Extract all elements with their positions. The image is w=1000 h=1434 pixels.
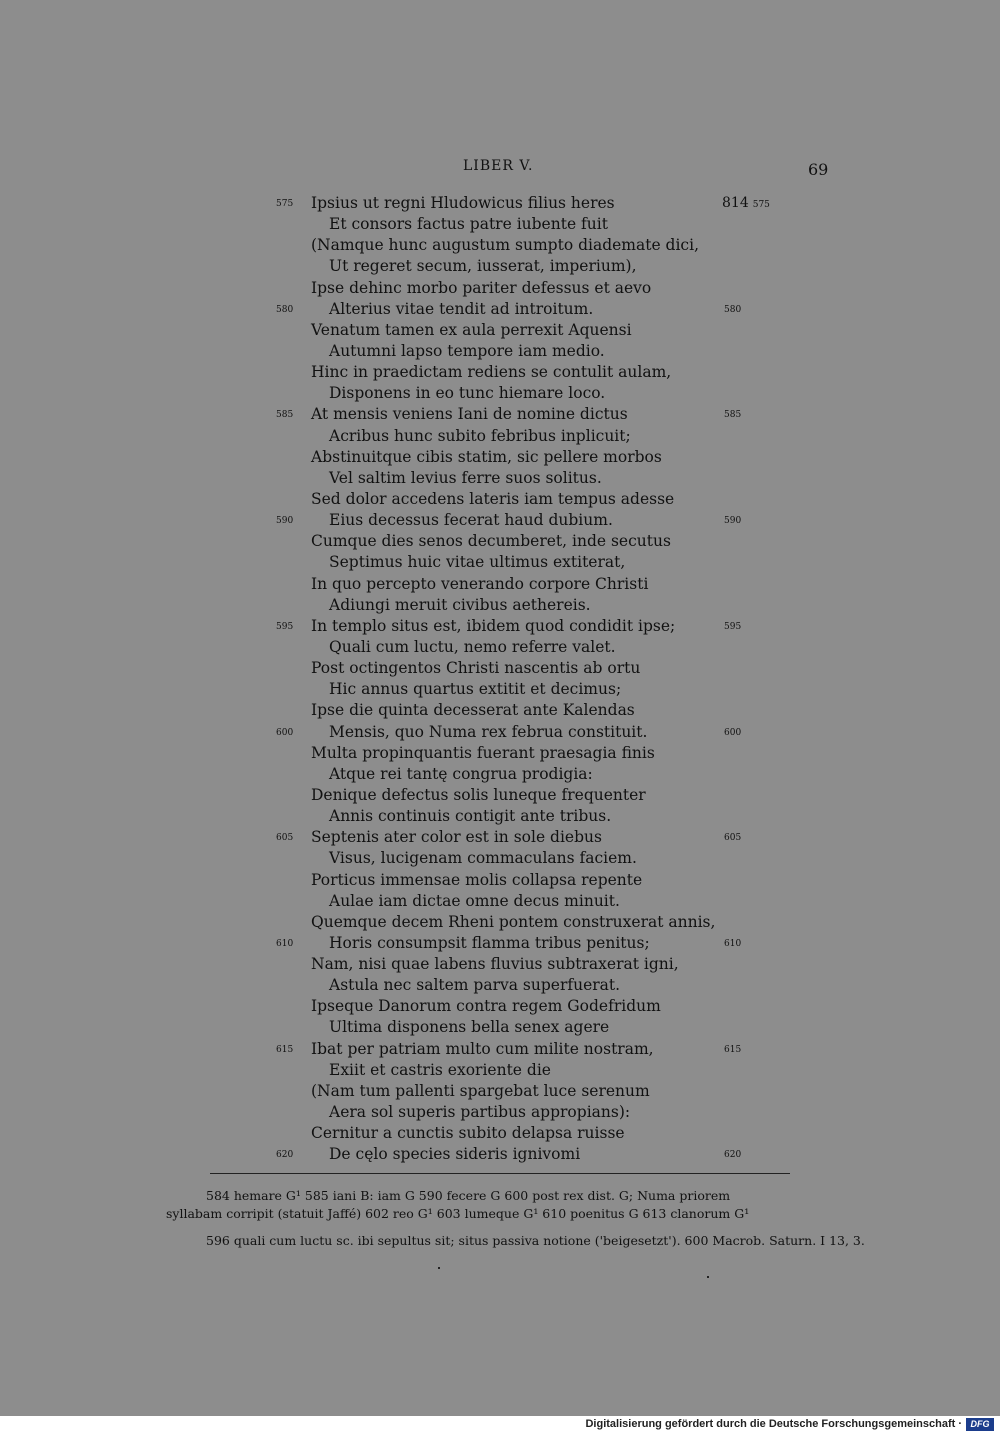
verse-line — [0, 468, 1000, 489]
verse-line — [0, 827, 1000, 848]
line-number-left: 580 — [276, 304, 294, 315]
year-value: 814 — [722, 195, 749, 211]
verse-text: Disponens in eo tunc hiemare loco. — [329, 384, 606, 403]
verse-line — [0, 193, 1000, 214]
verse-line — [0, 595, 1000, 616]
verse-line — [0, 214, 1000, 235]
verse-text: Eius decessus fecerat haud dubium. — [329, 511, 613, 530]
line-number-right: 615 — [724, 1044, 742, 1055]
page-number: 69 — [808, 160, 829, 179]
verse-text: Sed dolor accedens lateris iam tempus adesse — [311, 489, 675, 508]
verse-text: Venatum tamen ex aula perrexit Aquensi — [311, 320, 632, 339]
verse-text: Hinc in praedictam rediens se contulit aulam, — [311, 363, 672, 382]
verse-line — [0, 426, 1000, 447]
line-number-left: 590 — [276, 516, 294, 527]
line-number-right: 595 — [724, 621, 742, 632]
running-title: LIBER V. — [463, 158, 534, 174]
verse-text: Porticus immensae molis collapsa repente — [311, 870, 643, 889]
verse-text: Annis continuis contigit ante tribus. — [329, 807, 612, 826]
verse-text: In quo percepto venerando corpore Christi — [311, 574, 649, 593]
verse-text: (Nam tum pallenti spargebat luce serenum — [311, 1081, 650, 1100]
print-speck — [438, 1267, 440, 1269]
verse-text: Astula nec saltem parva superfuerat. — [329, 976, 621, 995]
verse-line — [0, 1102, 1000, 1123]
verse-line — [0, 1060, 1000, 1081]
verse-text: Exiit et castris exoriente die — [329, 1060, 551, 1079]
line-number-right: 620 — [724, 1150, 742, 1161]
verse-line — [0, 320, 1000, 341]
verse-text: Atque rei tantę congrua prodigia: — [329, 764, 593, 783]
verse-line — [0, 531, 1000, 552]
verse-line — [0, 235, 1000, 256]
line-number-right: 600 — [724, 727, 742, 738]
verse-line — [0, 764, 1000, 785]
line-number-left: 620 — [276, 1150, 294, 1161]
line-number-right: 580 — [724, 304, 742, 315]
verse-text: Alterius vitae tendit ad introitum. — [329, 299, 594, 318]
dfg-logo-icon[interactable]: DFG — [966, 1418, 994, 1431]
verse-text: Post octingentos Christi nascentis ab ortu — [311, 659, 641, 678]
line-number-left: 575 — [276, 199, 294, 209]
verse-text: Nam, nisi quae labens fluvius subtraxerat igni, — [311, 955, 679, 974]
line-number-right: 605 — [724, 833, 742, 844]
verse-text: Ibat per patriam multo cum milite nostram, — [311, 1039, 654, 1058]
verse-line — [0, 700, 1000, 721]
verse-text: Ipsius ut regni Hludowicus filius heres — [311, 194, 615, 212]
verse-line — [0, 616, 1000, 637]
verse-text: Ipseque Danorum contra regem Godefridum — [311, 997, 661, 1016]
verse-text: Quemque decem Rheni pontem construxerat annis, — [311, 912, 716, 931]
verse-text: Mensis, quo Numa rex februa constituit. — [329, 722, 648, 741]
line-number-left: 600 — [276, 727, 294, 738]
critical-apparatus — [166, 1187, 834, 1223]
verse-text: (Namque hunc augustum sumpto diademate dici, — [311, 236, 699, 255]
verse-text: Vel saltim levius ferre suos solitus. — [329, 468, 602, 487]
verse-line — [0, 1081, 1000, 1102]
apparatus-line: syllabam corripit (statuit Jaffé) 602 reo G¹ 603 lumeque G¹ 610 poenitus G 613 clanorum G¹ — [166, 1206, 750, 1221]
verse-line — [0, 870, 1000, 891]
apparatus-line: 596 quali cum luctu sc. ibi sepultus sit; situs passiva notione ('beigesetzt'). 600 Macrob. Saturn. I 13, 3. — [206, 1233, 865, 1248]
line-number-right: 590 — [724, 516, 742, 527]
verse-line — [0, 256, 1000, 277]
verse-text: Et consors factus patre iubente fuit — [329, 215, 608, 234]
line-number-left: 605 — [276, 833, 294, 844]
verse-text: Ultima disponens bella senex agere — [329, 1018, 610, 1037]
verse-line — [0, 1039, 1000, 1060]
line-number-left: 615 — [276, 1044, 294, 1055]
verse-line — [0, 1017, 1000, 1038]
verse-line — [0, 637, 1000, 658]
verse-text: Visus, lucigenam commaculans faciem. — [329, 849, 637, 868]
verse-text: Aera sol superis partibus appropians): — [329, 1103, 631, 1122]
line-number-right: 575 — [752, 200, 770, 210]
verse-line — [0, 552, 1000, 573]
verse-text: Septimus huic vitae ultimus extiterat, — [329, 553, 626, 572]
verse-text: At mensis veniens Iani de nomine dictus — [311, 405, 628, 424]
verse-line — [0, 954, 1000, 975]
verse-line — [0, 1123, 1000, 1144]
verse-line — [0, 743, 1000, 764]
verse-text: Cumque dies senos decumberet, inde secutus — [311, 532, 671, 551]
verse-text: Cernitur a cunctis subito delapsa ruisse — [311, 1124, 625, 1143]
verse-line — [0, 658, 1000, 679]
source-apparatus — [166, 1232, 865, 1250]
verse-line — [0, 299, 1000, 320]
verse-text: Ipse die quinta decesserat ante Kalendas — [311, 701, 635, 720]
verse-text: Aulae iam dictae omne decus minuit. — [329, 891, 620, 910]
digitization-footer — [0, 1416, 1000, 1434]
verse-line — [0, 278, 1000, 299]
verse-line — [0, 679, 1000, 700]
line-number-right: 585 — [724, 410, 742, 421]
verse-line — [0, 341, 1000, 362]
verse-text: Quali cum luctu, nemo referre valet. — [329, 637, 616, 656]
year-reference — [722, 193, 770, 216]
line-number-left: 585 — [276, 410, 294, 421]
verse-line — [0, 574, 1000, 595]
apparatus-line: 584 hemare G¹ 585 iani B: iam G 590 fecere G 600 post rex dist. G; Numa priorem — [206, 1188, 731, 1203]
verse-text: In templo situs est, ibidem quod condidit ipse; — [311, 616, 676, 635]
verse-text: Ut regeret secum, iusserat, imperium), — [329, 257, 637, 276]
verse-text: Adiungi meruit civibus aethereis. — [329, 595, 591, 614]
verse-text: De cęlo species sideris ignivomi — [329, 1145, 581, 1164]
verse-block — [0, 193, 1000, 1165]
verse-line — [0, 975, 1000, 996]
verse-line — [0, 912, 1000, 933]
verse-text: Septenis ater color est in sole diebus — [311, 828, 602, 847]
verse-line — [0, 996, 1000, 1017]
verse-text: Ipse dehinc morbo pariter defessus et aevo — [311, 278, 652, 297]
footer-credit: Digitalisierung gefördert durch die Deutsche Forschungsgemeinschaft · — [585, 1418, 962, 1430]
verse-line — [0, 891, 1000, 912]
verse-line — [0, 785, 1000, 806]
line-number-left: 610 — [276, 938, 294, 949]
verse-line — [0, 362, 1000, 383]
verse-line — [0, 806, 1000, 827]
verse-line — [0, 383, 1000, 404]
verse-text: Multa propinquantis fuerant praesagia finis — [311, 743, 655, 762]
verse-line — [0, 489, 1000, 510]
verse-text: Horis consumpsit flamma tribus penitus; — [329, 933, 650, 952]
verse-text: Abstinuitque cibis statim, sic pellere morbos — [311, 447, 662, 466]
verse-line — [0, 447, 1000, 468]
verse-text: Denique defectus solis luneque frequenter — [311, 785, 646, 804]
verse-line — [0, 848, 1000, 869]
verse-line — [0, 404, 1000, 425]
verse-line — [0, 722, 1000, 743]
verse-line — [0, 1144, 1000, 1165]
line-number-left: 595 — [276, 621, 294, 632]
print-speck — [707, 1276, 709, 1278]
verse-text: Autumni lapso tempore iam medio. — [329, 341, 605, 360]
verse-text: Acribus hunc subito febribus inplicuit; — [329, 426, 631, 445]
line-number-right: 610 — [724, 938, 742, 949]
verse-text: Hic annus quartus extitit et decimus; — [329, 680, 622, 699]
verse-line — [0, 933, 1000, 954]
footnote-rule — [210, 1173, 790, 1174]
verse-line — [0, 510, 1000, 531]
